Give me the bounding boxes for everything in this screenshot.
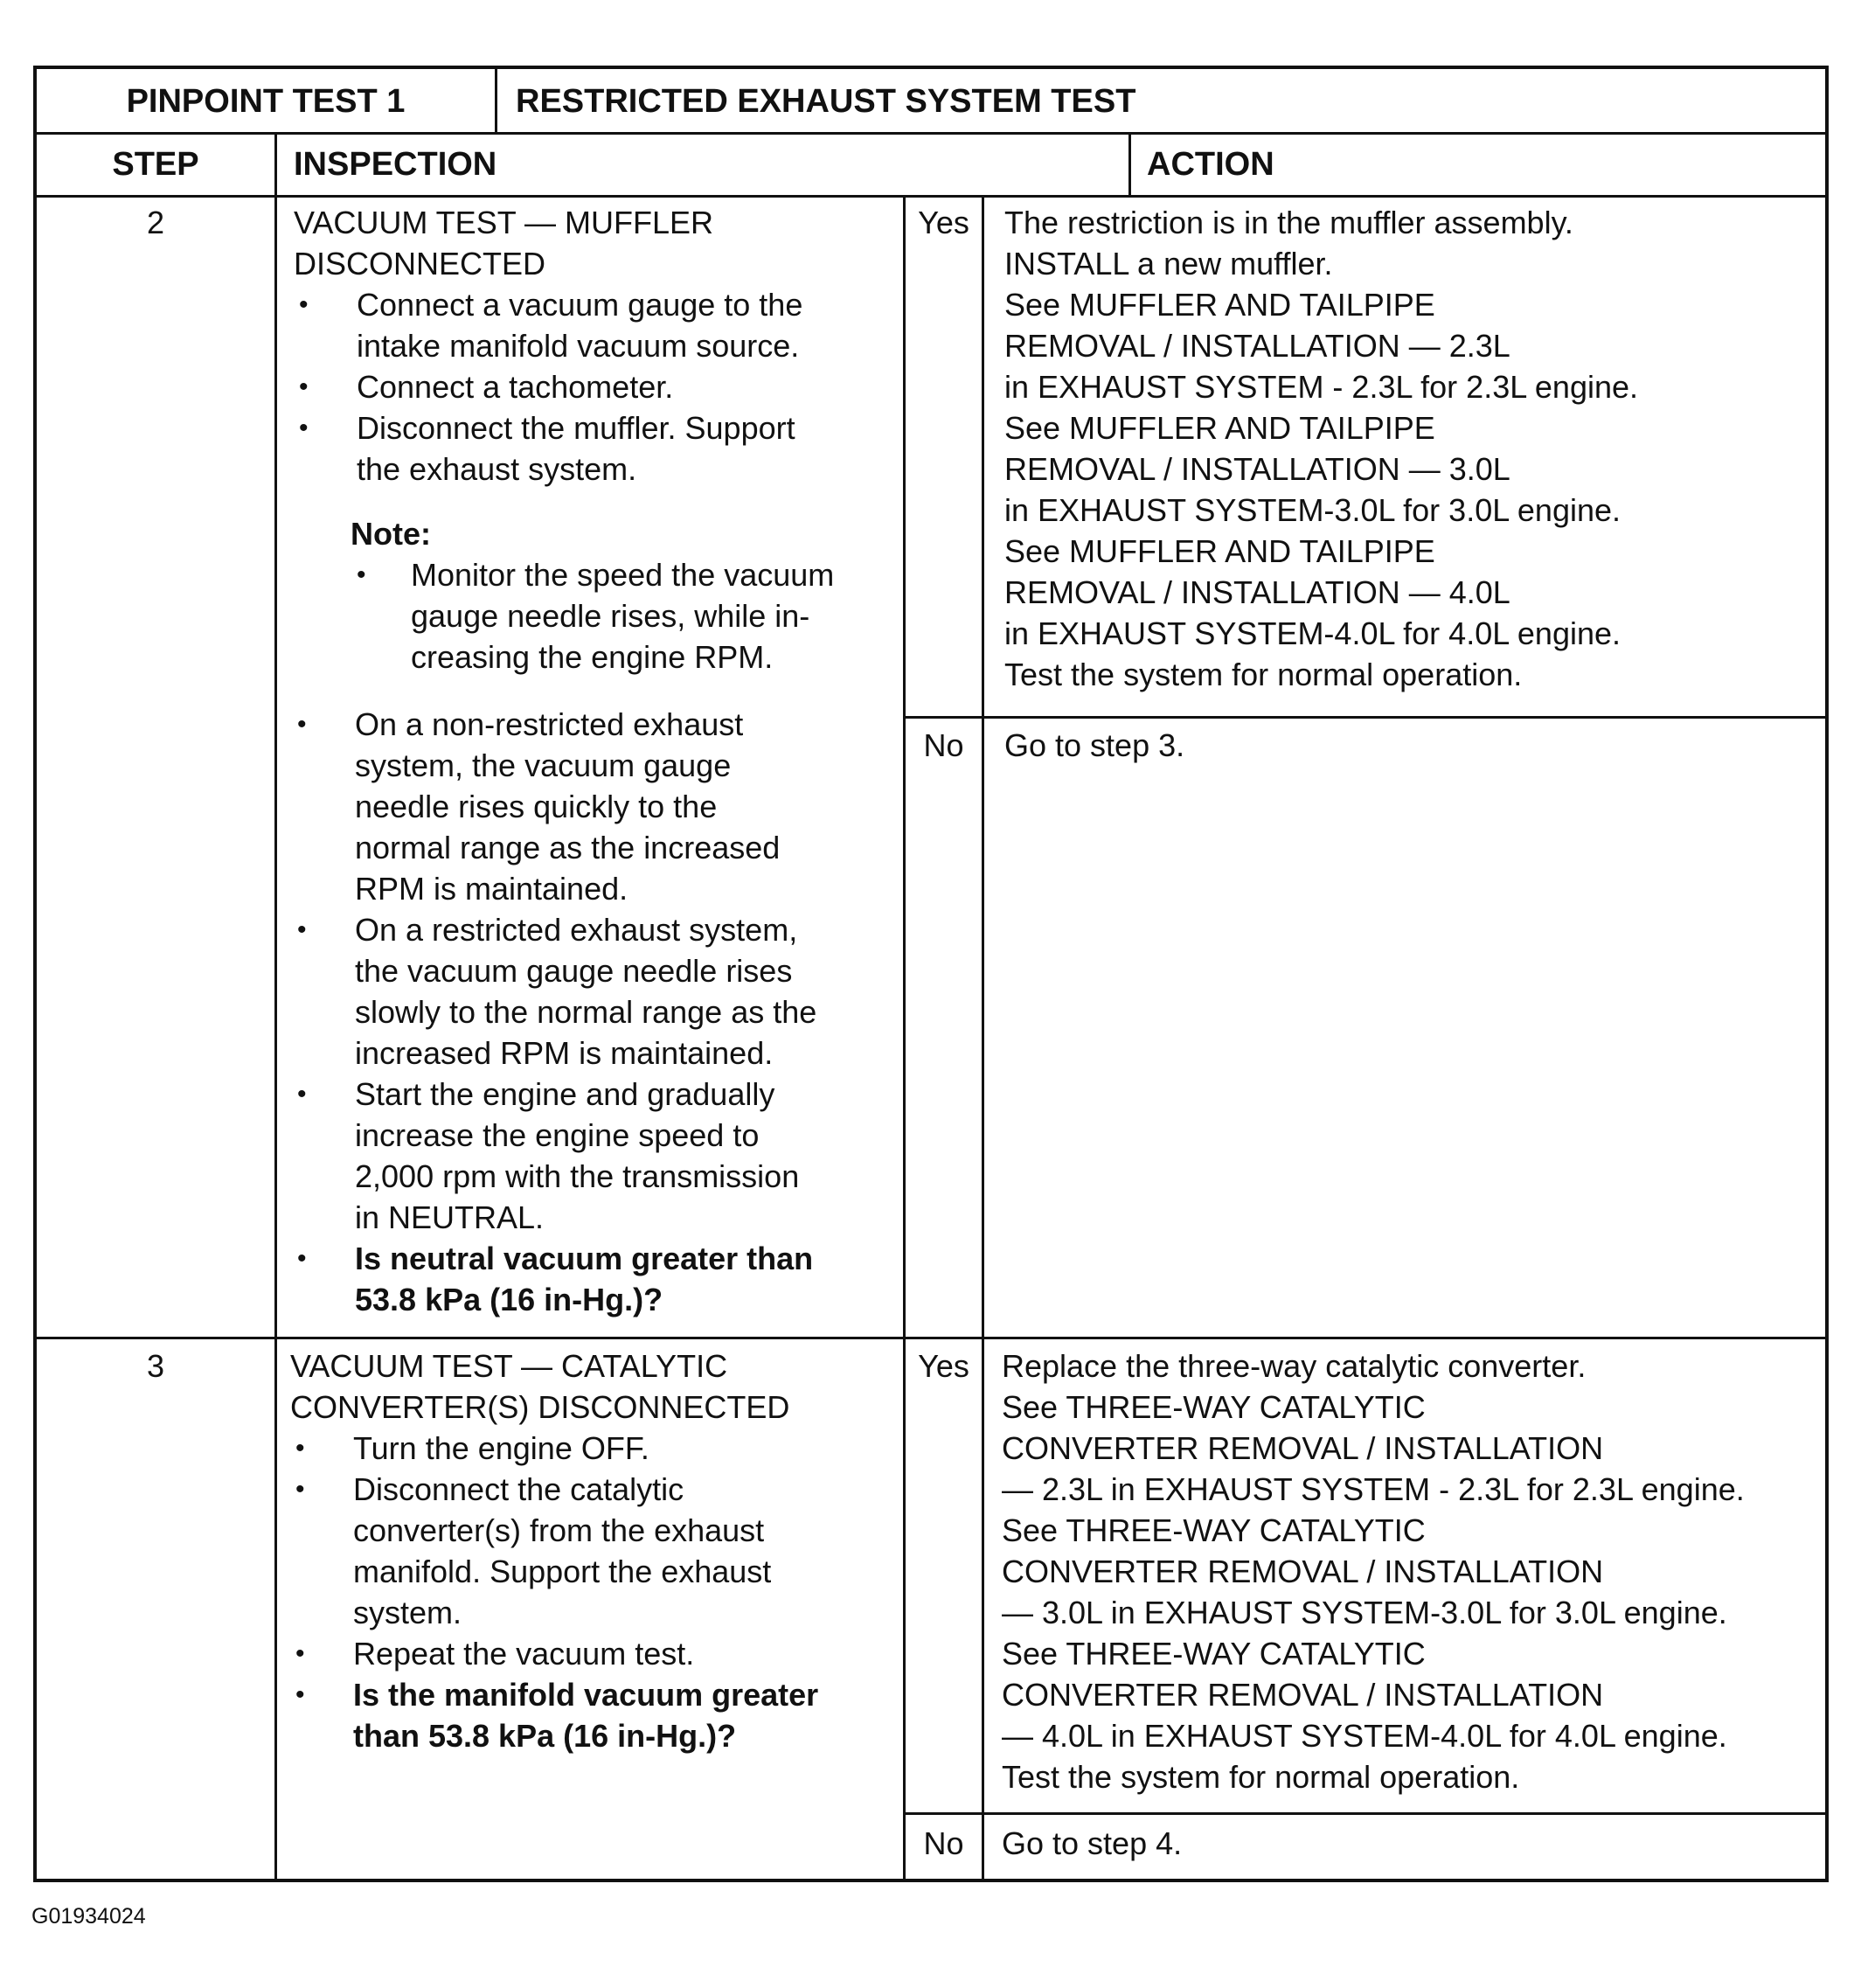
- step-heading-line: CONVERTER(S) DISCONNECTED: [290, 1389, 790, 1425]
- rule-step-column: [274, 132, 277, 1880]
- action-line: in EXHAUST SYSTEM-4.0L for 4.0L engine.: [1004, 615, 1621, 651]
- bullet-line: intake manifold vacuum source.: [357, 328, 800, 364]
- bullet-icon: •: [357, 560, 366, 589]
- rule-inspection-column: [903, 195, 906, 1880]
- question-line: than 53.8 kPa (16 in-Hg.)?: [353, 1718, 737, 1754]
- bullet-icon: •: [297, 915, 307, 944]
- bullet-icon: •: [297, 710, 307, 739]
- rule-step2-bottom: [37, 1337, 1825, 1339]
- bullet-icon: •: [295, 1680, 305, 1709]
- test-name: RESTRICTED EXHAUST SYSTEM TEST: [516, 83, 1136, 120]
- bullet-line: normal range as the increased: [355, 830, 781, 865]
- action-line: See THREE-WAY CATALYTIC: [1002, 1512, 1426, 1548]
- yes-label: Yes: [918, 205, 969, 240]
- bullet-icon: •: [295, 1434, 305, 1463]
- rule-header-bottom: [37, 195, 1825, 198]
- bullet-line: RPM is maintained.: [355, 871, 628, 907]
- bullet-line: Disconnect the muffler. Support: [357, 410, 795, 446]
- figure-id: G01934024: [31, 1904, 146, 1929]
- bullet-icon: •: [299, 372, 309, 401]
- bullet-line: system, the vacuum gauge: [355, 747, 732, 783]
- action-line: in EXHAUST SYSTEM - 2.3L for 2.3L engine.: [1004, 369, 1639, 405]
- bullet-line: Start the engine and gradually: [355, 1076, 775, 1112]
- bullet-line: increase the engine speed to: [355, 1117, 760, 1153]
- note-label: Note:: [351, 516, 431, 552]
- note-line: creasing the engine RPM.: [411, 639, 774, 675]
- rule-step2-yes-no: [903, 716, 1825, 719]
- action-line: See MUFFLER AND TAILPIPE: [1004, 410, 1435, 446]
- rule-step3-yes-no: [903, 1812, 1825, 1815]
- note-line: gauge needle rises, while in-: [411, 598, 810, 634]
- action-line: — 4.0L in EXHAUST SYSTEM-4.0L for 4.0L engine.: [1002, 1718, 1727, 1754]
- bullet-icon: •: [297, 1080, 307, 1109]
- rule-action-header: [1128, 132, 1131, 195]
- bullet-line: Disconnect the catalytic: [353, 1471, 684, 1507]
- action-line: Replace the three-way catalytic converter.: [1002, 1348, 1587, 1384]
- action-line: INSTALL a new muffler.: [1004, 246, 1333, 282]
- yes-label: Yes: [918, 1348, 969, 1384]
- rule-yesno-column: [982, 195, 984, 1880]
- action-line: See THREE-WAY CATALYTIC: [1002, 1636, 1426, 1672]
- action-line: — 3.0L in EXHAUST SYSTEM-3.0L for 3.0L engine.: [1002, 1595, 1727, 1630]
- action-line: See THREE-WAY CATALYTIC: [1002, 1389, 1426, 1425]
- step-number: 2: [146, 205, 165, 240]
- rule-title-divider: [495, 69, 497, 132]
- action-line: REMOVAL / INSTALLATION — 2.3L: [1004, 328, 1510, 364]
- bullet-icon: •: [295, 1475, 305, 1504]
- step-heading-line: VACUUM TEST — CATALYTIC: [290, 1348, 728, 1384]
- no-label: No: [923, 1825, 964, 1861]
- bullet-line: On a non-restricted exhaust: [355, 706, 744, 742]
- action-line: Test the system for normal operation.: [1004, 657, 1523, 692]
- note-line: Monitor the speed the vacuum: [411, 557, 835, 593]
- action-line: CONVERTER REMOVAL / INSTALLATION: [1002, 1677, 1604, 1713]
- question-line: Is the manifold vacuum greater: [353, 1677, 819, 1713]
- bullet-line: system.: [353, 1595, 462, 1630]
- bullet-line: slowly to the normal range as the: [355, 994, 817, 1030]
- bullet-line: Repeat the vacuum test.: [353, 1636, 695, 1672]
- test-number: PINPOINT TEST 1: [126, 83, 406, 120]
- bullet-icon: •: [299, 414, 309, 442]
- bullet-icon: •: [299, 290, 309, 319]
- no-label: No: [923, 727, 964, 763]
- bullet-line: the exhaust system.: [357, 451, 637, 487]
- bullet-line: 2,000 rpm with the transmission: [355, 1158, 800, 1194]
- action-line: in EXHAUST SYSTEM-3.0L for 3.0L engine.: [1004, 492, 1621, 528]
- action-line: REMOVAL / INSTALLATION — 3.0L: [1004, 451, 1510, 487]
- pinpoint-test-table: [33, 66, 1829, 1882]
- step-heading-line: VACUUM TEST — MUFFLER: [294, 205, 714, 240]
- action-line: — 2.3L in EXHAUST SYSTEM - 2.3L for 2.3L engine.: [1002, 1471, 1745, 1507]
- action-line: See MUFFLER AND TAILPIPE: [1004, 287, 1435, 323]
- header-inspection: INSPECTION: [294, 146, 497, 183]
- bullet-line: Connect a tachometer.: [357, 369, 674, 405]
- bullet-icon: •: [295, 1639, 305, 1668]
- step-number: 3: [146, 1348, 165, 1384]
- action-line: Test the system for normal operation.: [1002, 1759, 1520, 1795]
- bullet-icon: •: [297, 1244, 307, 1273]
- bullet-line: On a restricted exhaust system,: [355, 912, 798, 948]
- header-action: ACTION: [1147, 146, 1274, 183]
- action-line: CONVERTER REMOVAL / INSTALLATION: [1002, 1430, 1604, 1466]
- bullet-line: Connect a vacuum gauge to the: [357, 287, 803, 323]
- no-action: Go to step 3.: [1004, 727, 1185, 763]
- bullet-line: in NEUTRAL.: [355, 1199, 545, 1235]
- question-line: 53.8 kPa (16 in-Hg.)?: [355, 1282, 663, 1317]
- bullet-line: manifold. Support the exhaust: [353, 1554, 772, 1589]
- action-line: See MUFFLER AND TAILPIPE: [1004, 533, 1435, 569]
- action-line: REMOVAL / INSTALLATION — 4.0L: [1004, 574, 1510, 610]
- question-line: Is neutral vacuum greater than: [355, 1241, 814, 1276]
- bullet-line: increased RPM is maintained.: [355, 1035, 774, 1071]
- no-action: Go to step 4.: [1002, 1825, 1183, 1861]
- header-step: STEP: [112, 146, 199, 183]
- action-line: CONVERTER REMOVAL / INSTALLATION: [1002, 1554, 1604, 1589]
- bullet-line: the vacuum gauge needle rises: [355, 953, 793, 989]
- bullet-line: Turn the engine OFF.: [353, 1430, 649, 1466]
- action-line: The restriction is in the muffler assembly.: [1004, 205, 1573, 240]
- bullet-line: needle rises quickly to the: [355, 789, 718, 824]
- bullet-line: converter(s) from the exhaust: [353, 1512, 765, 1548]
- step-heading-line: DISCONNECTED: [294, 246, 546, 282]
